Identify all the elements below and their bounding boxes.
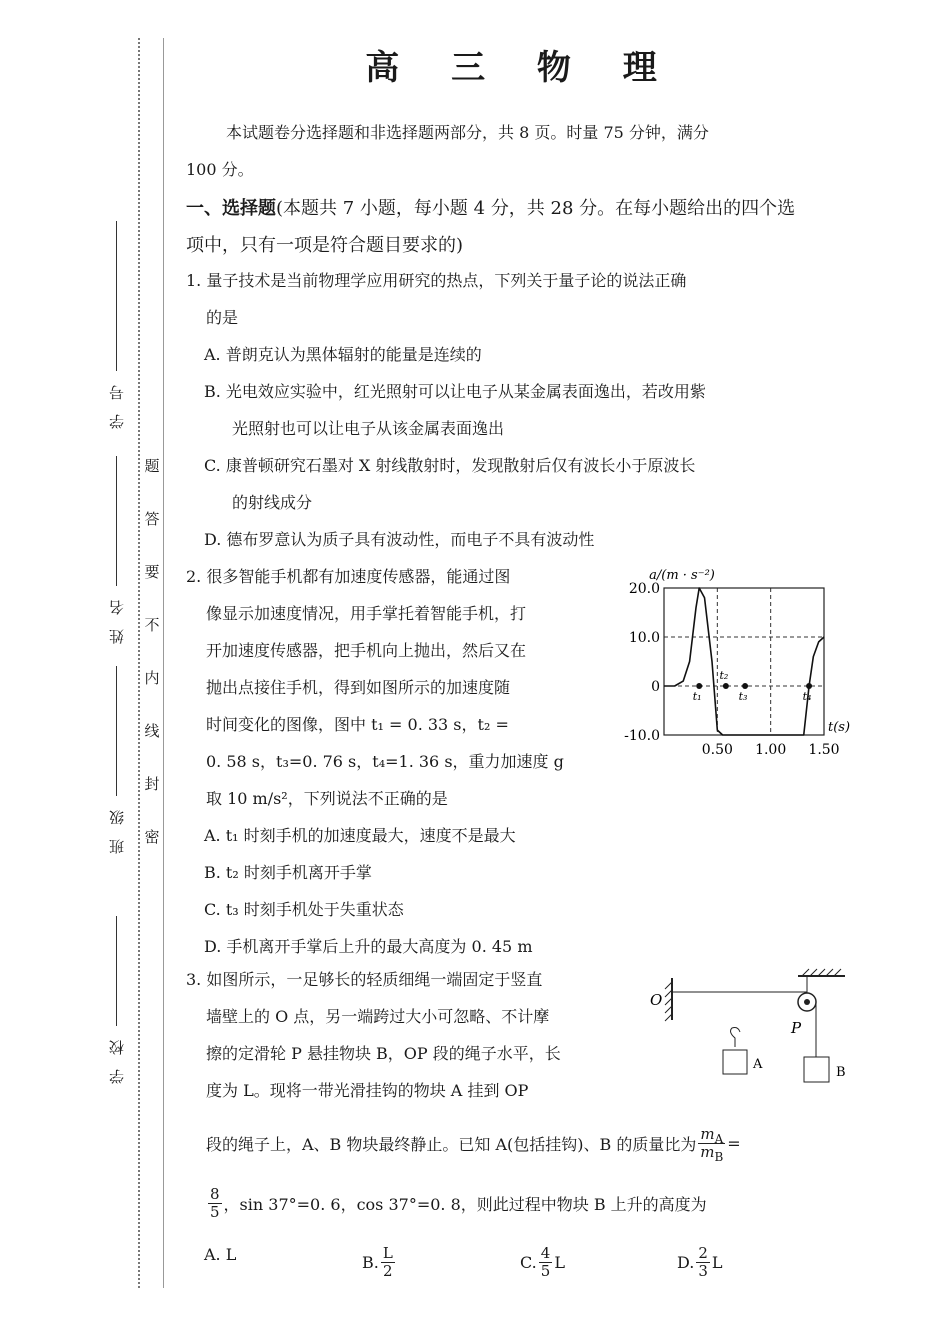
label-p: P bbox=[791, 1019, 802, 1037]
q1-option-a[interactable]: A. 普朗克认为黑体辐射的能量是连续的 bbox=[204, 345, 482, 364]
name-label: 姓名 bbox=[107, 586, 126, 644]
x-tick-label: 0.50 bbox=[701, 742, 733, 758]
q1-option-c-2: 的射线成分 bbox=[232, 493, 313, 512]
time-marker-point bbox=[723, 683, 729, 689]
time-marker-point bbox=[696, 683, 702, 689]
q3-line-1: 3. 如图所示，一足够长的轻质细绳一端固定于竖直 bbox=[186, 970, 543, 989]
seal-char: 密 bbox=[144, 828, 160, 846]
y-tick-label: 20.0 bbox=[628, 581, 660, 597]
y-tick-label: 10.0 bbox=[628, 630, 660, 646]
q1-option-c-1[interactable]: C. 康普顿研究石墨对 X 射线散射时，发现散射后仅有波长小于原波长 bbox=[204, 456, 696, 475]
seal-char: 不 bbox=[144, 616, 160, 634]
acceleration-curve bbox=[664, 588, 824, 735]
q1-stem-2: 的是 bbox=[206, 308, 239, 327]
acceleration-chart bbox=[612, 560, 862, 760]
x-tick-label: 1.50 bbox=[808, 742, 840, 758]
q3-option-d[interactable]: D. $\frac{2}{3}$ L bbox=[677, 1244, 723, 1280]
seal-warning bbox=[140, 440, 164, 864]
ratio-value-fraction: $\frac{8}{5}$ bbox=[210, 1185, 220, 1221]
q2-line-5: 时间变化的图像，图中 t₁ = 0. 33 s，t₂ = bbox=[206, 715, 509, 734]
x-axis-label: t(s) bbox=[828, 720, 851, 735]
q2-line-2: 像显示加速度情况，用手掌托着智能手机，打 bbox=[206, 604, 527, 623]
time-marker-label: t₁ bbox=[692, 690, 702, 703]
chart-series bbox=[664, 588, 824, 735]
seal-char: 题 bbox=[144, 457, 160, 475]
q2-line-6: 0. 58 s，t₃=0. 76 s，t₄=1. 36 s，重力加速度 g bbox=[206, 752, 564, 771]
seal-char: 答 bbox=[144, 510, 160, 528]
q1-option-b-1[interactable]: B. 光电效应实验中，红光照射可以让电子从某金属表面逸出，若改用紫 bbox=[204, 382, 706, 401]
pulley-diagram bbox=[640, 960, 860, 1090]
q2-line-4: 抛出点接住手机，得到如图所示的加速度随 bbox=[206, 678, 511, 697]
student-id-label: 学号 bbox=[107, 371, 126, 429]
time-marker-label: t₃ bbox=[738, 690, 748, 703]
block-b bbox=[804, 1057, 829, 1082]
q3-line-5-text: 段的绳子上，A、B 物块最终静止。已知 A(包括挂钩)、B 的质量比为 bbox=[206, 1135, 697, 1154]
time-marker-point bbox=[742, 683, 748, 689]
q2-option-b[interactable]: B. t₂ 时刻手机离开手掌 bbox=[204, 863, 372, 882]
ceiling bbox=[798, 969, 845, 976]
name-field[interactable] bbox=[96, 450, 136, 644]
school-label: 学校 bbox=[107, 1026, 126, 1084]
equals-sign: = bbox=[727, 1134, 741, 1153]
q1-stem-1: 1. 量子技术是当前物理学应用研究的热点，下列关于量子论的说法正确 bbox=[186, 271, 687, 290]
hook-a bbox=[731, 1028, 740, 1048]
label-b: B bbox=[836, 1065, 846, 1080]
chart-grid bbox=[664, 588, 824, 735]
seal-char: 内 bbox=[144, 669, 160, 687]
q2-option-c[interactable]: C. t₃ 时刻手机处于失重状态 bbox=[204, 900, 404, 919]
q1-option-d[interactable]: D. 德布罗意认为质子具有波动性，而电子不具有波动性 bbox=[204, 530, 595, 549]
intro-line-2: 100 分。 bbox=[186, 160, 254, 179]
y-tick-label: 0 bbox=[651, 679, 660, 695]
page-title: 高 三 物 理 bbox=[365, 48, 677, 88]
section-1-desc-1: (本题共 7 小题，每小题 4 分，共 28 分。在每小题给出的四个选 bbox=[276, 198, 796, 219]
seal-char: 线 bbox=[144, 722, 160, 740]
y-axis-label: a/(m · s⁻²) bbox=[649, 568, 715, 583]
time-marker-label: t₂ bbox=[719, 669, 729, 682]
seal-char: 要 bbox=[144, 563, 160, 581]
q2-line-7: 取 10 m/s²，下列说法不正确的是 bbox=[206, 789, 448, 808]
label-o: O bbox=[650, 991, 663, 1009]
q3-line-6 bbox=[206, 1186, 707, 1221]
q2-option-a[interactable]: A. t₁ 时刻手机的加速度最大，速度不是最大 bbox=[204, 826, 516, 845]
section-1-heading: 一、选择题 bbox=[186, 198, 276, 219]
student-id-field[interactable] bbox=[96, 215, 136, 429]
chart-labels bbox=[624, 568, 850, 758]
q3-line-6-text: ，sin 37°=0. 6，cos 37°=0. 8，则此过程中物块 B 上升的高度为 bbox=[223, 1195, 707, 1214]
q3-line-2: 墙壁上的 O 点，另一端跨过大小可忽略、不计摩 bbox=[206, 1007, 550, 1026]
q3-line-4: 度为 L。现将一带光滑挂钩的物块 A 挂到 OP bbox=[206, 1081, 529, 1100]
q3-option-a[interactable]: A. L bbox=[204, 1245, 237, 1264]
q3-option-b[interactable]: B. $\frac{L}{2}$ bbox=[362, 1244, 393, 1280]
plot-frame bbox=[664, 588, 824, 735]
block-a bbox=[723, 1050, 747, 1074]
q2-line-3: 开加速度传感器，把手机向上抛出，然后又在 bbox=[206, 641, 527, 660]
section-1-desc-2: 项中，只有一项是符合题目要求的) bbox=[186, 235, 464, 256]
q3-line-3: 擦的定滑轮 P 悬挂物块 B，OP 段的绳子水平，长 bbox=[206, 1044, 561, 1063]
label-a: A bbox=[753, 1057, 763, 1072]
class-label: 班级 bbox=[107, 796, 126, 854]
chart-axes bbox=[664, 588, 824, 735]
intro-line-1: 本试题卷分选择题和非选择题两部分，共 8 页。时量 75 分钟，满分 bbox=[226, 123, 709, 142]
mass-ratio-fraction: $\frac{m_A}{m_B}$ bbox=[700, 1125, 724, 1164]
wall bbox=[665, 978, 672, 1021]
section-1-header bbox=[186, 194, 795, 220]
class-field[interactable] bbox=[96, 660, 136, 854]
time-marker-point bbox=[806, 683, 812, 689]
pulley-axle bbox=[804, 999, 810, 1005]
q3-line-5 bbox=[206, 1125, 741, 1164]
binding-margin bbox=[0, 0, 170, 1343]
x-tick-label: 1.00 bbox=[755, 742, 787, 758]
school-field[interactable] bbox=[96, 910, 136, 1084]
q3-option-c[interactable]: C. $\frac{4}{5}$ L bbox=[520, 1244, 565, 1280]
y-tick-label: -10.0 bbox=[624, 728, 660, 744]
q1-option-b-2: 光照射也可以让电子从该金属表面逸出 bbox=[232, 419, 505, 438]
time-marker-label: t₄ bbox=[802, 690, 812, 703]
q2-option-d[interactable]: D. 手机离开手掌后上升的最大高度为 0. 45 m bbox=[204, 937, 533, 956]
seal-char: 封 bbox=[144, 775, 160, 793]
q2-line-1: 2. 很多智能手机都有加速度传感器，能通过图 bbox=[186, 567, 511, 586]
